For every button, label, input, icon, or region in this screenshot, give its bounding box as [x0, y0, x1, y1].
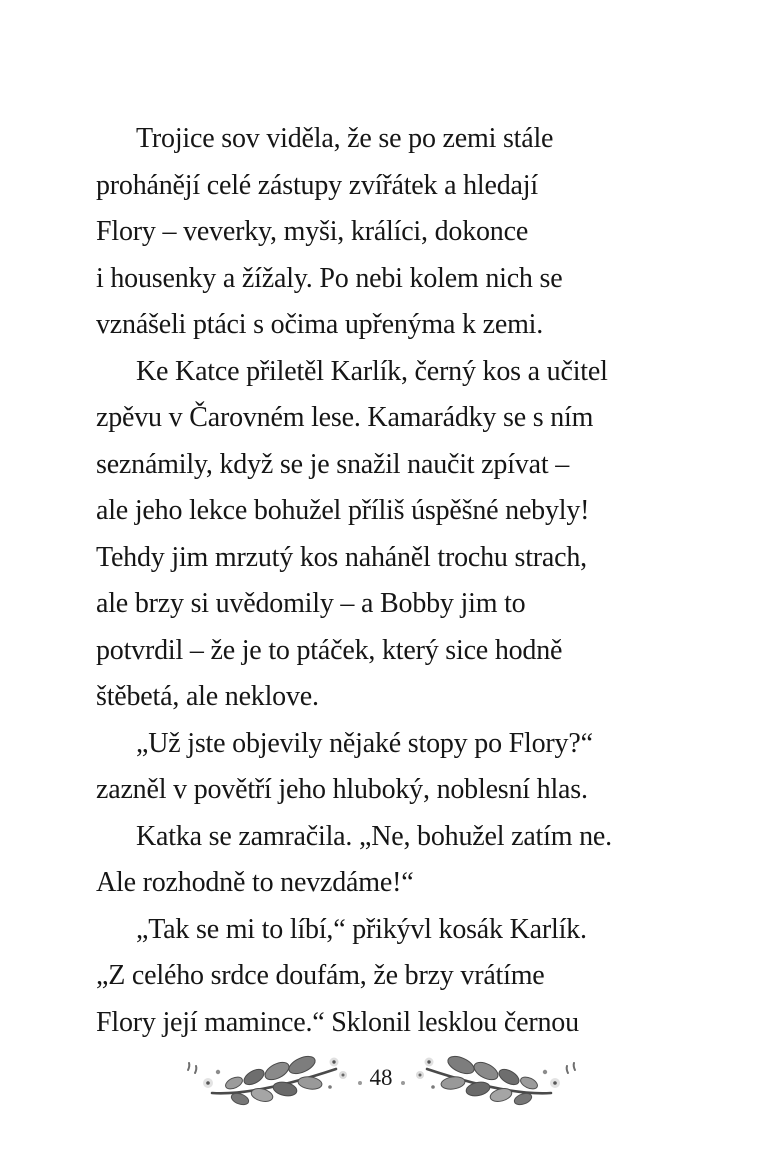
text-block — [96, 116, 686, 1046]
paragraph — [96, 721, 686, 814]
text-line: ale jeho lekce bohužel příliš úspěšné nebyly! — [96, 495, 590, 526]
paragraph — [96, 907, 686, 1047]
text-line: Katka se zamračila. „Ne, bohužel zatím ne. — [136, 820, 612, 852]
text-line: Flory její mamince.“ Sklonil lesklou černou — [96, 1006, 579, 1038]
text-line: i housenky a žížaly. Po nebi kolem nich se — [96, 262, 563, 294]
text-line: Tehdy jim mrzutý kos naháněl trochu strach, — [96, 541, 587, 573]
text-line: Ke Katce přiletěl Karlík, černý kos a učitel — [136, 355, 608, 387]
text-line: zpěvu v Čarovném lese. Kamarádky se s ním — [96, 402, 594, 433]
footer-dot-left — [358, 1081, 362, 1085]
footer-dot-right — [401, 1081, 405, 1085]
text-line: zazněl v povětří jeho hluboký, noblesní hlas. — [96, 774, 588, 805]
laurel-branch-right-icon — [411, 1046, 581, 1110]
text-line: potvrdil – že je to ptáček, který sice hodně — [96, 634, 563, 666]
text-line: prohánějí celé zástupy zvířátek a hledají — [96, 169, 538, 201]
text-line: seznámily, když se je snažil naučit zpívat – — [96, 448, 569, 480]
page-number: 48 — [369, 1065, 393, 1090]
text-line: vznášeli ptáci s očima upřenýma k zemi. — [96, 309, 544, 340]
paragraph — [96, 349, 686, 721]
text-line: ale brzy si uvědomily – a Bobby jim to — [96, 588, 526, 619]
laurel-branch-left-icon — [182, 1046, 352, 1110]
paragraph — [96, 814, 686, 907]
paragraph — [96, 116, 686, 349]
text-line: Flory – veverky, myši, králíci, dokonce — [96, 216, 529, 247]
text-line: Trojice sov viděla, že se po zemi stále — [136, 123, 554, 154]
page-footer — [0, 1046, 762, 1110]
text-line: „Tak se mi to líbí,“ přikývl kosák Karlík. — [136, 913, 587, 945]
text-line: „Z celého srdce doufám, že brzy vrátíme — [96, 960, 545, 991]
text-line: štěbetá, ale neklove. — [96, 681, 319, 712]
text-line: „Už jste objevily nějaké stopy po Flory?“ — [136, 727, 593, 759]
text-line: Ale rozhodně to nevzdáme!“ — [96, 867, 414, 898]
